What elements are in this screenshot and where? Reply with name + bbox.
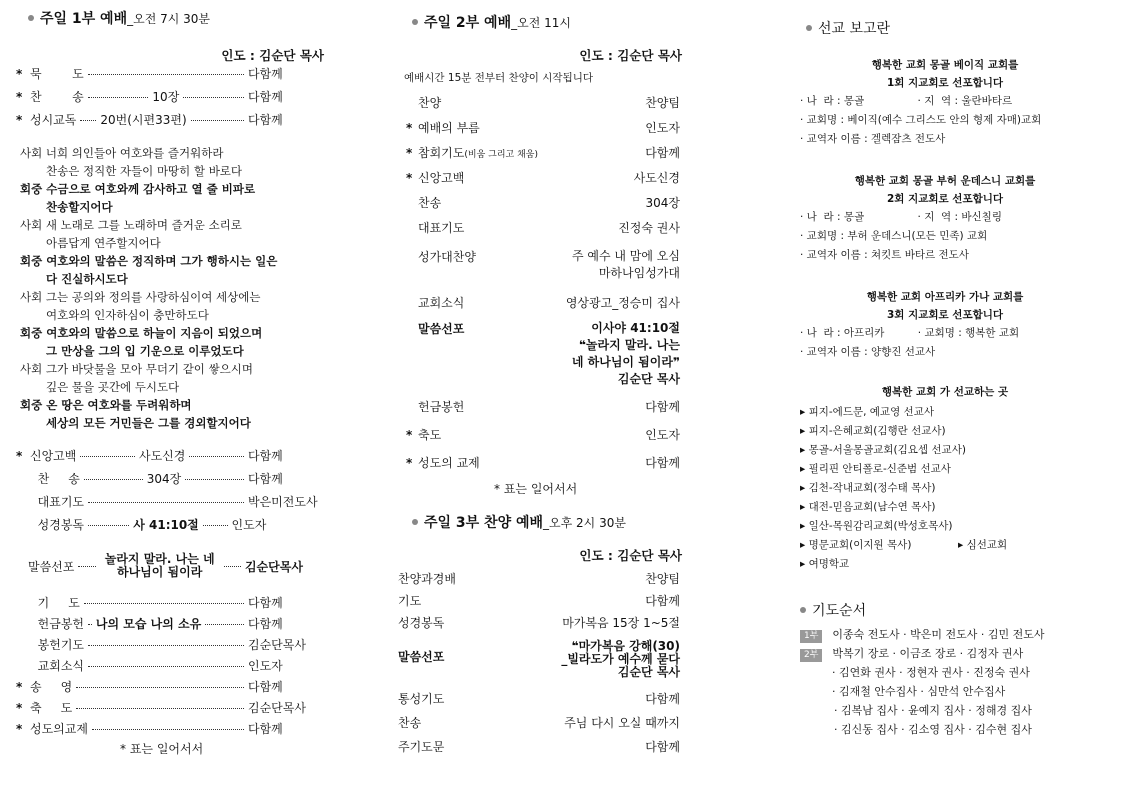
- first-service-leader: 인도 : 김순단 목사: [221, 48, 324, 63]
- choir-row: [418, 248, 680, 282]
- reading-line: 세상의 모든 거민들은 그를 경외할지어다: [46, 416, 251, 430]
- order-row: * 예배의 부름 인도자: [406, 121, 680, 135]
- second-service-leader: 인도 : 김순단 목사: [579, 48, 682, 63]
- second-service-order-bottom: [406, 398, 680, 482]
- sermon-preacher: 김순단 목사: [617, 372, 680, 386]
- bullet-dot-icon: [806, 25, 812, 31]
- sermon-scripture: 이사야 41:10절: [591, 321, 680, 335]
- mission-item: ▸ 몽골-서울몽골교회(김요셉 선교사): [800, 444, 966, 456]
- third-service-sermon: [398, 640, 680, 679]
- mission-line: · 나 라 : 몽골 · 지 역 : 바신칠링: [800, 211, 1002, 223]
- first-service-title: [28, 8, 210, 28]
- mission-item: ▸ 일산-목원감리교회(박성호목사): [800, 520, 953, 532]
- choir-song: 주 예수 내 맘에 오심: [572, 249, 680, 263]
- choir-name: 마하나임성가대: [598, 266, 680, 280]
- mission-line: · 교역자 이름 : 양향진 선교사: [800, 346, 936, 358]
- order-row: * 축도 인도자: [406, 428, 680, 442]
- sermon-label: 말씀선포: [418, 322, 465, 336]
- order-row: * 참회기도(비움 그리고 채움) 다함께: [406, 146, 680, 160]
- second-service-notice: 예배시간 15분 전부터 찬양이 시작됩니다: [404, 72, 593, 84]
- bullet-dot-icon: [412, 519, 418, 525]
- mission-heading: 3회 지교회로 선포합니다: [886, 309, 1004, 321]
- sermon-title-line2: 네 하나님이 됨이라❞: [571, 355, 680, 369]
- mission-title-text: 선교 보고란: [818, 21, 891, 37]
- standing-note: * 표는 일어서서: [494, 482, 578, 496]
- supported-missions-heading: 행복한 교회 가 선교하는 곳: [881, 386, 1009, 398]
- reading-line: 아름답게 연주할지어다: [46, 236, 161, 250]
- third-service-title: [412, 512, 626, 532]
- order-row: * 송 영 다함께: [16, 680, 283, 694]
- order-row: * 찬 송 10장 다함께: [16, 90, 283, 104]
- order-row: 통성기도 다함께: [398, 692, 680, 706]
- order-row: 찬양 찬양팀: [418, 96, 680, 110]
- first-service-time: _오전 7시 30분: [127, 12, 211, 26]
- order-row: 주기도문 다함께: [398, 740, 680, 754]
- mission-item: ▸ 필리핀 안티폴로-신준범 선교사: [800, 463, 951, 475]
- first-service-order-middle: [16, 447, 324, 539]
- prayer-title-text: 기도순서: [812, 603, 867, 619]
- second-service-order: [406, 94, 680, 244]
- order-row: * 성도의교제 다함께: [16, 722, 283, 736]
- reading-line: 회중 온 땅은 여호와를 두려워하며: [20, 398, 192, 412]
- mission-line: · 교역자 이름 : 겔렉잠츠 전도사: [800, 133, 946, 145]
- prayer-line: · 김복남 집사 · 윤예지 집사 · 정해경 집사: [834, 704, 1032, 717]
- order-row: * 신앙고백 사도신경 다함께: [16, 449, 283, 463]
- mission-block-3: [800, 288, 1090, 362]
- prayer-title: [800, 600, 866, 620]
- order-row: 찬송 304장: [418, 196, 680, 210]
- news-label: 교회소식: [418, 296, 465, 310]
- supported-missions: [800, 383, 1090, 574]
- third-service-order-bottom: [398, 690, 680, 762]
- second-service-title: [412, 12, 571, 32]
- mission-line: · 교역자 이름 : 쳐킷트 바타르 전도사: [800, 249, 969, 261]
- order-row: * 성도의 교제 다함께: [406, 456, 680, 470]
- sermon-preacher: 김순단목사: [244, 559, 303, 574]
- reading-line: 사회 그가 바닷물을 모아 무더기 같이 쌓으시며: [20, 362, 254, 376]
- reading-line: 사회 새 노래로 그를 노래하며 즐거운 소리로: [20, 218, 242, 232]
- sermon-preacher: 김순단 목사: [617, 665, 680, 679]
- service-badge: 1부: [800, 630, 822, 643]
- second-service-sermon: [418, 320, 680, 388]
- bullet-dot-icon: [28, 15, 34, 21]
- first-service-name: 주일 1부 예배: [40, 11, 128, 27]
- mission-item: ▸ 피지-에드문, 예교영 선교사: [800, 406, 934, 418]
- choir-label: 성가대찬양: [418, 250, 476, 264]
- reading-line: 회중 수금으로 여호와께 감사하고 열 줄 비파로: [20, 182, 256, 196]
- mission-line: · 교회명 : 부허 운데스니(모든 민족) 교회: [800, 230, 988, 242]
- reading-line: 깊은 물을 곳간에 두시도다: [46, 380, 180, 394]
- order-row: 기도 다함께: [398, 594, 680, 608]
- order-row: 성경봉독 사 41:10절 인도자: [30, 518, 267, 532]
- second-service-time: _오전 11시: [511, 16, 571, 30]
- order-row: 헌금봉헌 다함께: [418, 400, 680, 414]
- reading-line: 여호와의 인자하심이 충만하도다: [46, 308, 209, 322]
- second-service-name: 주일 2부 예배: [424, 15, 512, 31]
- prayer-order: [800, 625, 1090, 739]
- standing-note: * 표는 일어서서: [120, 742, 204, 756]
- mission-item: ▸ 명문교회(이지원 목사) ▸ 심선교회: [800, 539, 1008, 551]
- sermon-label: 말씀선포: [28, 559, 75, 574]
- mission-block-1: [800, 56, 1090, 149]
- prayer-line: · 김신동 집사 · 김소영 집사 · 김수현 집사: [834, 723, 1032, 736]
- mission-item: ▸ 여명학교: [800, 558, 850, 570]
- reading-line: 다 진실하시도다: [46, 272, 128, 286]
- third-service-leader: 인도 : 김순단 목사: [579, 548, 682, 563]
- news-value: 영상광고_정승미 집사: [565, 296, 680, 310]
- mission-heading: 행복한 교회 아프리카 가나 교회를: [866, 291, 1024, 303]
- first-service-order-top: [16, 65, 324, 134]
- responsive-reading: [20, 144, 328, 432]
- first-service-sermon: [28, 546, 326, 586]
- order-row: 찬송 주님 다시 오실 때까지: [398, 716, 680, 730]
- mission-heading: 행복한 교회 몽골 베이직 교회를: [871, 59, 1019, 71]
- mission-item: ▸ 대전-믿음교회(남수연 목사): [800, 501, 936, 513]
- order-row: 헌금봉헌 나의 모습 나의 소유 다함께: [30, 617, 283, 631]
- mission-item: ▸ 김천-작내교회(정수태 목사): [800, 482, 936, 494]
- third-service-time: _오후 2시 30분: [543, 516, 626, 530]
- order-row: 기 도 다함께: [30, 596, 283, 610]
- order-row: 교회소식 인도자: [30, 659, 283, 673]
- prayer-line: · 김연화 권사 · 정현자 권사 · 진정숙 권사: [832, 666, 1030, 679]
- reading-line: 사회 너희 의인들아 여호와를 즐거워하라: [20, 146, 224, 160]
- first-service-order-bottom: [16, 594, 324, 741]
- mission-line: · 나 라 : 아프리카 · 교회명 : 행복한 교회: [800, 327, 1020, 339]
- service-badge: 2부: [800, 649, 822, 662]
- sermon-title-line2: _빌라도가 예수께 묻다: [561, 652, 680, 666]
- third-service-name: 주일 3부 찬양 예배: [424, 515, 544, 531]
- order-row: 찬 송 304장 다함께: [30, 472, 283, 486]
- reading-line: 그 만상을 그의 입 기운으로 이루었도다: [46, 344, 244, 358]
- reading-line: 회중 여호와의 말씀은 정직하며 그가 행하시는 일은: [20, 254, 278, 268]
- sermon-title: 놀라지 말라. 나는 네 하나님이 됨이라: [104, 552, 215, 579]
- order-row: 찬양과경배 찬양팀: [398, 572, 680, 586]
- mission-heading: 1회 지교회로 선포합니다: [886, 77, 1004, 89]
- order-row: * 묵 도 다함께: [16, 67, 283, 81]
- third-service-order: [398, 570, 680, 640]
- reading-line: 찬송은 정직한 자들이 마땅히 할 바로다: [46, 164, 243, 178]
- prayer-line: 1부 이종숙 전도사 · 박은미 전도사 · 김민 전도사: [800, 625, 1090, 644]
- reading-line: 찬송할지어다: [46, 200, 113, 214]
- sermon-title-line1: ❝놀라지 말라. 나는: [578, 338, 680, 352]
- mission-item: ▸ 피지-은혜교회(김행란 선교사): [800, 425, 946, 437]
- reading-line: 사회 그는 공의와 정의를 사랑하심이여 세상에는: [20, 290, 261, 304]
- mission-heading: 행복한 교회 몽골 부허 운데스니 교회를: [854, 175, 1036, 187]
- order-row: * 축 도 김순단목사: [16, 701, 306, 715]
- order-row: 대표기도 진정숙 권사: [418, 221, 680, 235]
- mission-line: · 나 라 : 몽골 · 지 역 : 울란바타르: [800, 95, 1013, 107]
- sermon-label: 말씀선포: [398, 650, 445, 664]
- mission-title: [806, 18, 890, 38]
- order-row: 봉헌기도 김순단목사: [30, 638, 306, 652]
- reading-line: 회중 여호와의 말씀으로 하늘이 지음이 되었으며: [20, 326, 263, 340]
- order-row: 성경봉독 마가복음 15장 1~5절: [398, 616, 680, 630]
- bullet-dot-icon: [800, 607, 806, 613]
- order-row: 대표기도 박은미전도사: [30, 495, 318, 509]
- mission-line: · 교회명 : 베이직(예수 그리스도 안의 형제 자매)교회: [800, 114, 1042, 126]
- prayer-line: · 김재철 안수집사 · 심만석 안수집사: [832, 685, 1006, 698]
- order-row: * 신앙고백 사도신경: [406, 171, 680, 185]
- mission-heading: 2회 지교회로 선포합니다: [886, 193, 1004, 205]
- bullet-dot-icon: [412, 19, 418, 25]
- order-row: * 성시교독 20번(시편33편) 다함께: [16, 113, 283, 127]
- news-row: [418, 294, 680, 311]
- mission-block-2: [800, 172, 1090, 265]
- sermon-title-line1: ❝마가복음 강해(30): [571, 639, 680, 653]
- prayer-line: 2부 박복기 장로 · 이금조 장로 · 김정자 권사: [800, 644, 1090, 663]
